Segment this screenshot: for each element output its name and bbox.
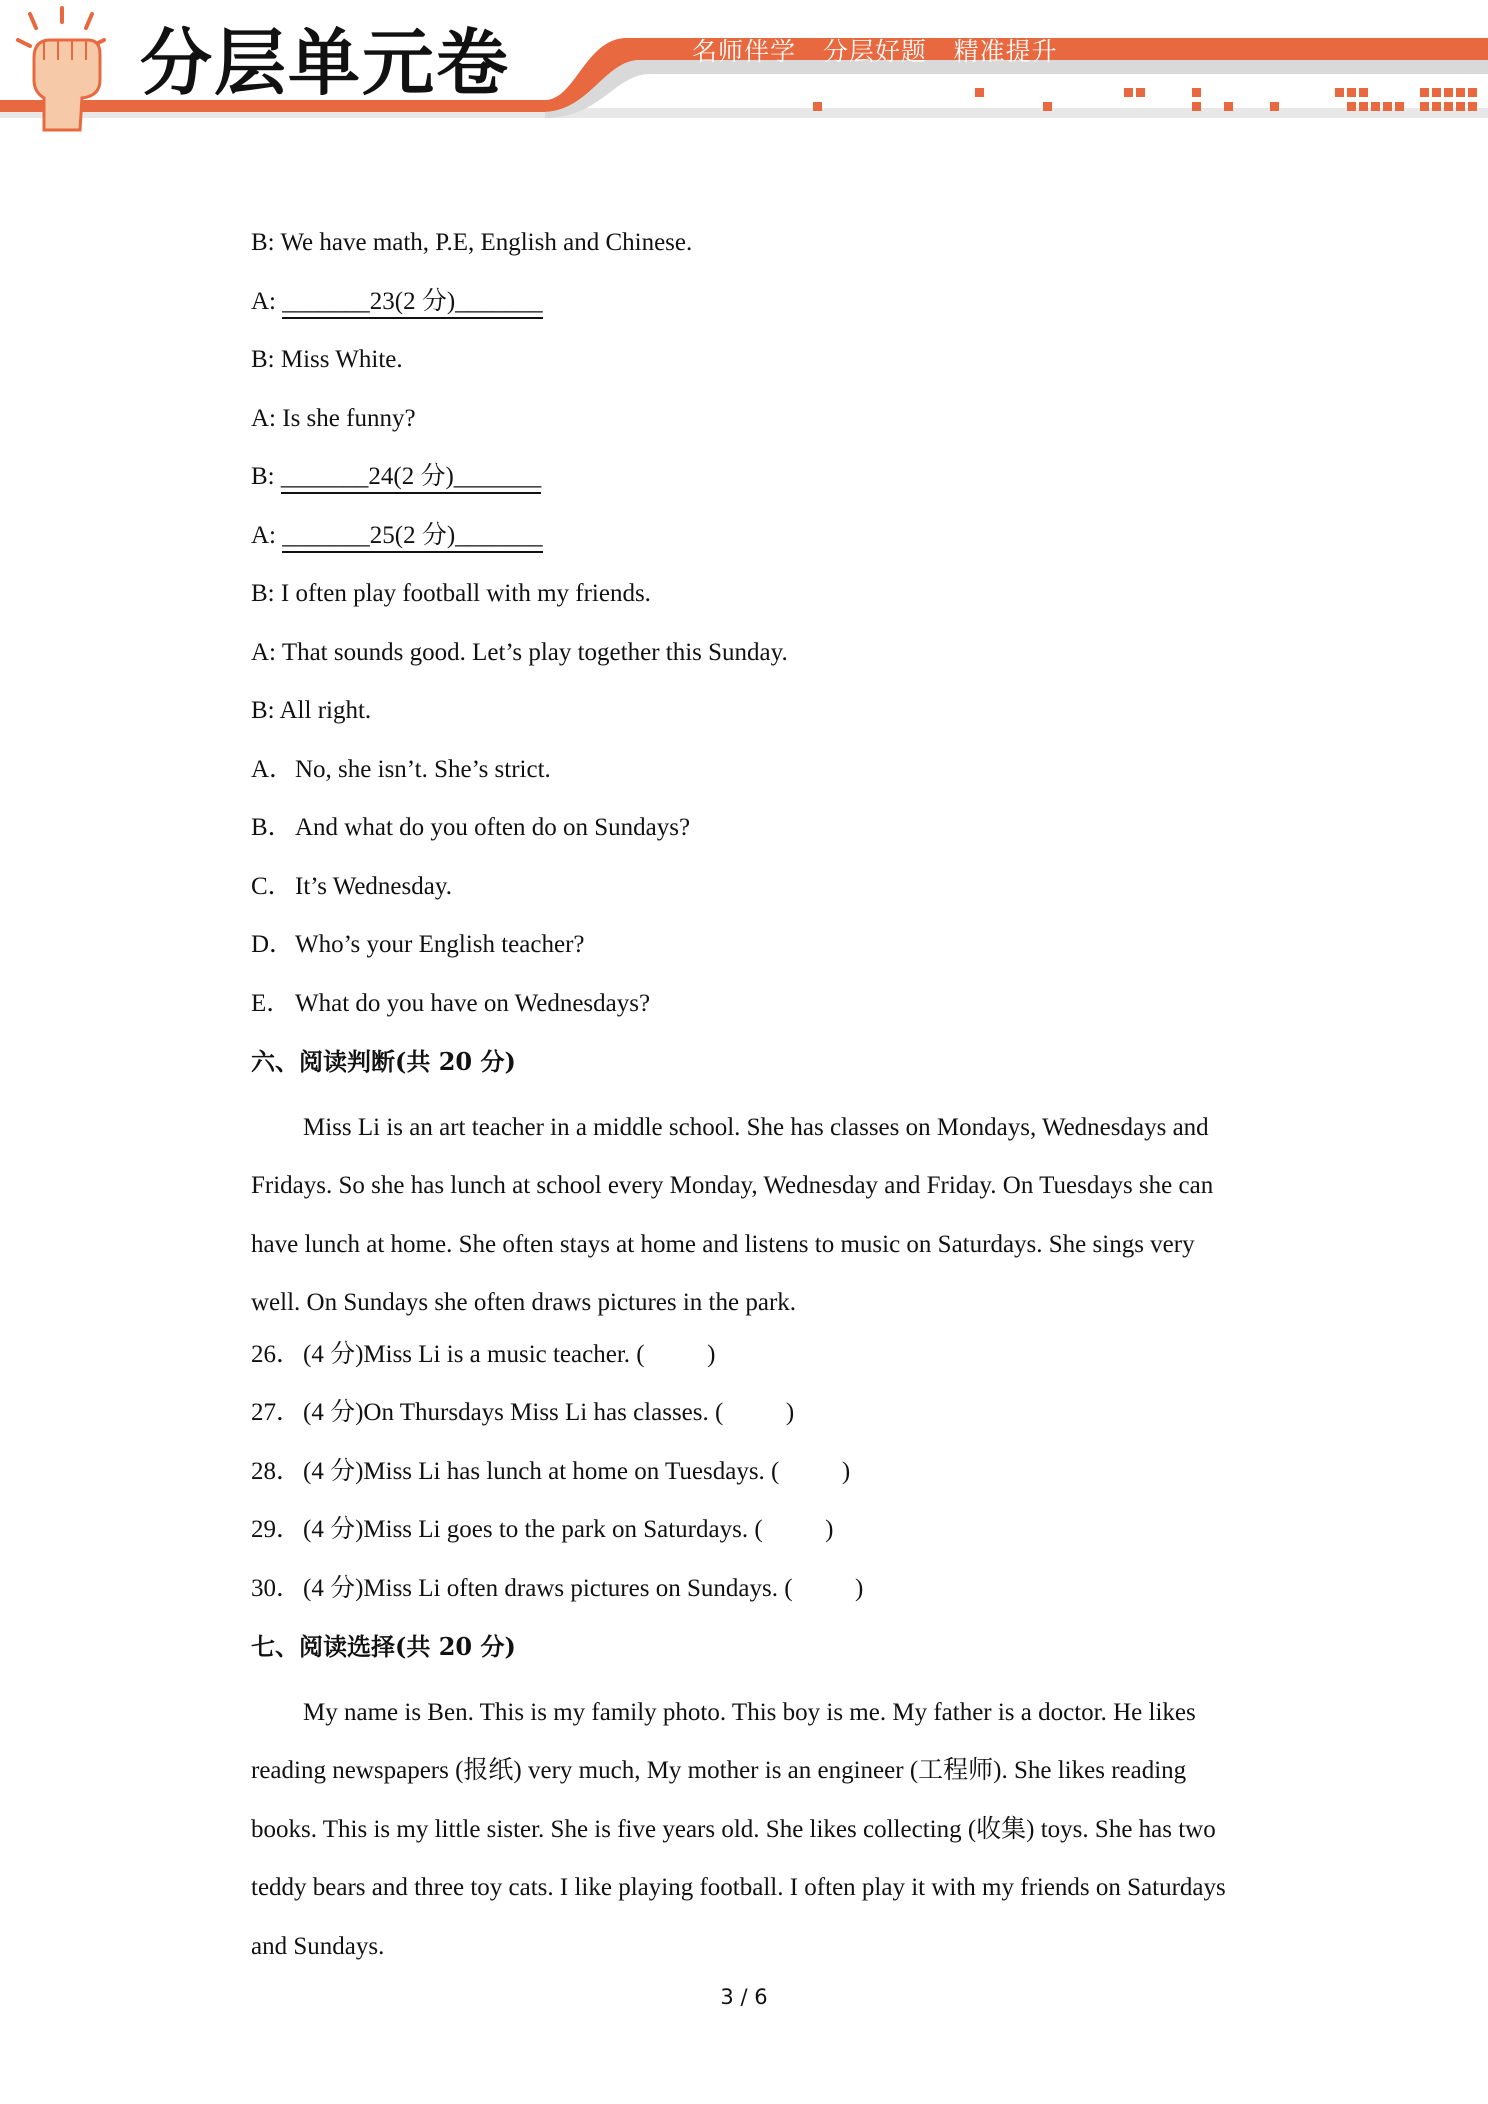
speaker-label: B: [251, 346, 275, 373]
document-body [251, 221, 1251, 1976]
speaker-label: B: [251, 463, 275, 490]
option-text: No, she isn’t. She’s strict. [295, 755, 551, 783]
judgment-question [251, 1333, 1251, 1392]
question-number: 30． [251, 1574, 302, 1602]
speaker-label: B: [251, 697, 275, 724]
reading-passage-1: Miss Li is an art teacher in a middle school. She has classes on Mondays, Wednesdays and Fridays. So she has lunch at school every Monday, Wednesday and Friday. On Tuesdays she can have lunch at home. She often stays at home and listens to music on Saturdays. She sings very well. On Sundays she often draws pictures in the park. [251, 1113, 1214, 1316]
question-text: (4 分)Miss Li is a music teacher. ( ) [303, 1340, 716, 1368]
option-item [251, 923, 1251, 982]
brand-slogan: 名师伴学 分层好题 精准提升 [692, 37, 1058, 66]
dialogue-text: I often play football with my friends. [280, 580, 651, 607]
judgment-questions [251, 1333, 1251, 1626]
option-item [251, 806, 1251, 865]
answer-blank[interactable]: _______23(2 分)_______ [282, 287, 542, 319]
question-number: 29． [251, 1516, 302, 1543]
speaker-label: B: [251, 229, 275, 256]
option-text: What do you have on Wednesdays? [295, 989, 651, 1017]
speaker-label: A: [251, 638, 276, 666]
section-heading-reading-choice: 七、阅读选择(共 20 分) [251, 1632, 516, 1661]
option-letter: E． [251, 989, 292, 1017]
option-item [251, 865, 1251, 924]
speaker-label: A: [251, 404, 276, 432]
judgment-question [251, 1508, 1251, 1567]
dialogue-text: Is she funny? [282, 404, 416, 432]
judgment-question [251, 1567, 1251, 1626]
option-letter: B． [251, 814, 293, 841]
dialogue-blank-line [251, 455, 1251, 514]
answer-blank[interactable]: _______24(2 分)_______ [281, 462, 541, 494]
dialogue-line [251, 221, 1251, 280]
question-text: (4 分)On Thursdays Miss Li has classes. ( ) [303, 1399, 795, 1426]
dialogue-text: That sounds good. Let’s play together this Sunday. [281, 638, 788, 666]
section-heading-reading-judgment: 六、阅读判断(共 20 分) [251, 1047, 516, 1076]
brand-title: 分层单元卷 [140, 21, 511, 105]
dialogue-blank-line [251, 514, 1251, 573]
option-letter: D． [251, 931, 295, 958]
dialogue-line [251, 397, 1251, 456]
question-number: 27． [251, 1399, 302, 1426]
option-item [251, 982, 1251, 1041]
question-number: 26． [251, 1340, 302, 1368]
option-text: It’s Wednesday. [295, 872, 452, 900]
reading-passage-2: My name is Ben. This is my family photo. This boy is me. My father is a doctor. He likes reading newspapers (报纸) very much, My mother is an engineer (工程师). She likes reading books. This is my little sister. She is five years old. She likes collecting (收集) toys. She has two teddy bears and three toy cats. I like playing football. I often play it with my friends on Saturdays and Sundays. [251, 1698, 1226, 1960]
dialogue-text: We have math, P.E, English and Chinese. [280, 229, 693, 256]
question-number: 28． [251, 1457, 302, 1485]
question-text: (4 分)Miss Li goes to the park on Saturdays. ( ) [303, 1516, 834, 1543]
page-number: 3 / 6 [720, 1985, 768, 2009]
question-text: (4 分)Miss Li often draws pictures on Sundays. ( ) [303, 1574, 864, 1602]
speaker-label: A: [251, 521, 276, 549]
speaker-label: B: [251, 580, 275, 607]
dialogue-blank-line [251, 280, 1251, 339]
dialogue-text: All right. [279, 697, 372, 724]
dialogue-line [251, 572, 1251, 631]
dialogue-block [251, 221, 1251, 748]
answer-options [251, 748, 1251, 1041]
dialogue-line [251, 689, 1251, 748]
option-letter: C． [251, 872, 293, 900]
dialogue-line [251, 631, 1251, 690]
option-text: And what do you often do on Sundays? [295, 814, 691, 841]
speaker-label: A: [251, 287, 276, 315]
option-item [251, 748, 1251, 807]
answer-blank[interactable]: _______25(2 分)_______ [282, 521, 542, 553]
option-letter: A． [251, 755, 295, 783]
dialogue-text: Miss White. [280, 346, 403, 373]
question-text: (4 分)Miss Li has lunch at home on Tuesdays. ( ) [303, 1457, 851, 1485]
header-banner [0, 0, 1488, 150]
option-text: Who’s your English teacher? [295, 931, 585, 958]
judgment-question [251, 1391, 1251, 1450]
decorative-squares [813, 88, 1477, 111]
dialogue-line [251, 338, 1251, 397]
judgment-question [251, 1450, 1251, 1509]
